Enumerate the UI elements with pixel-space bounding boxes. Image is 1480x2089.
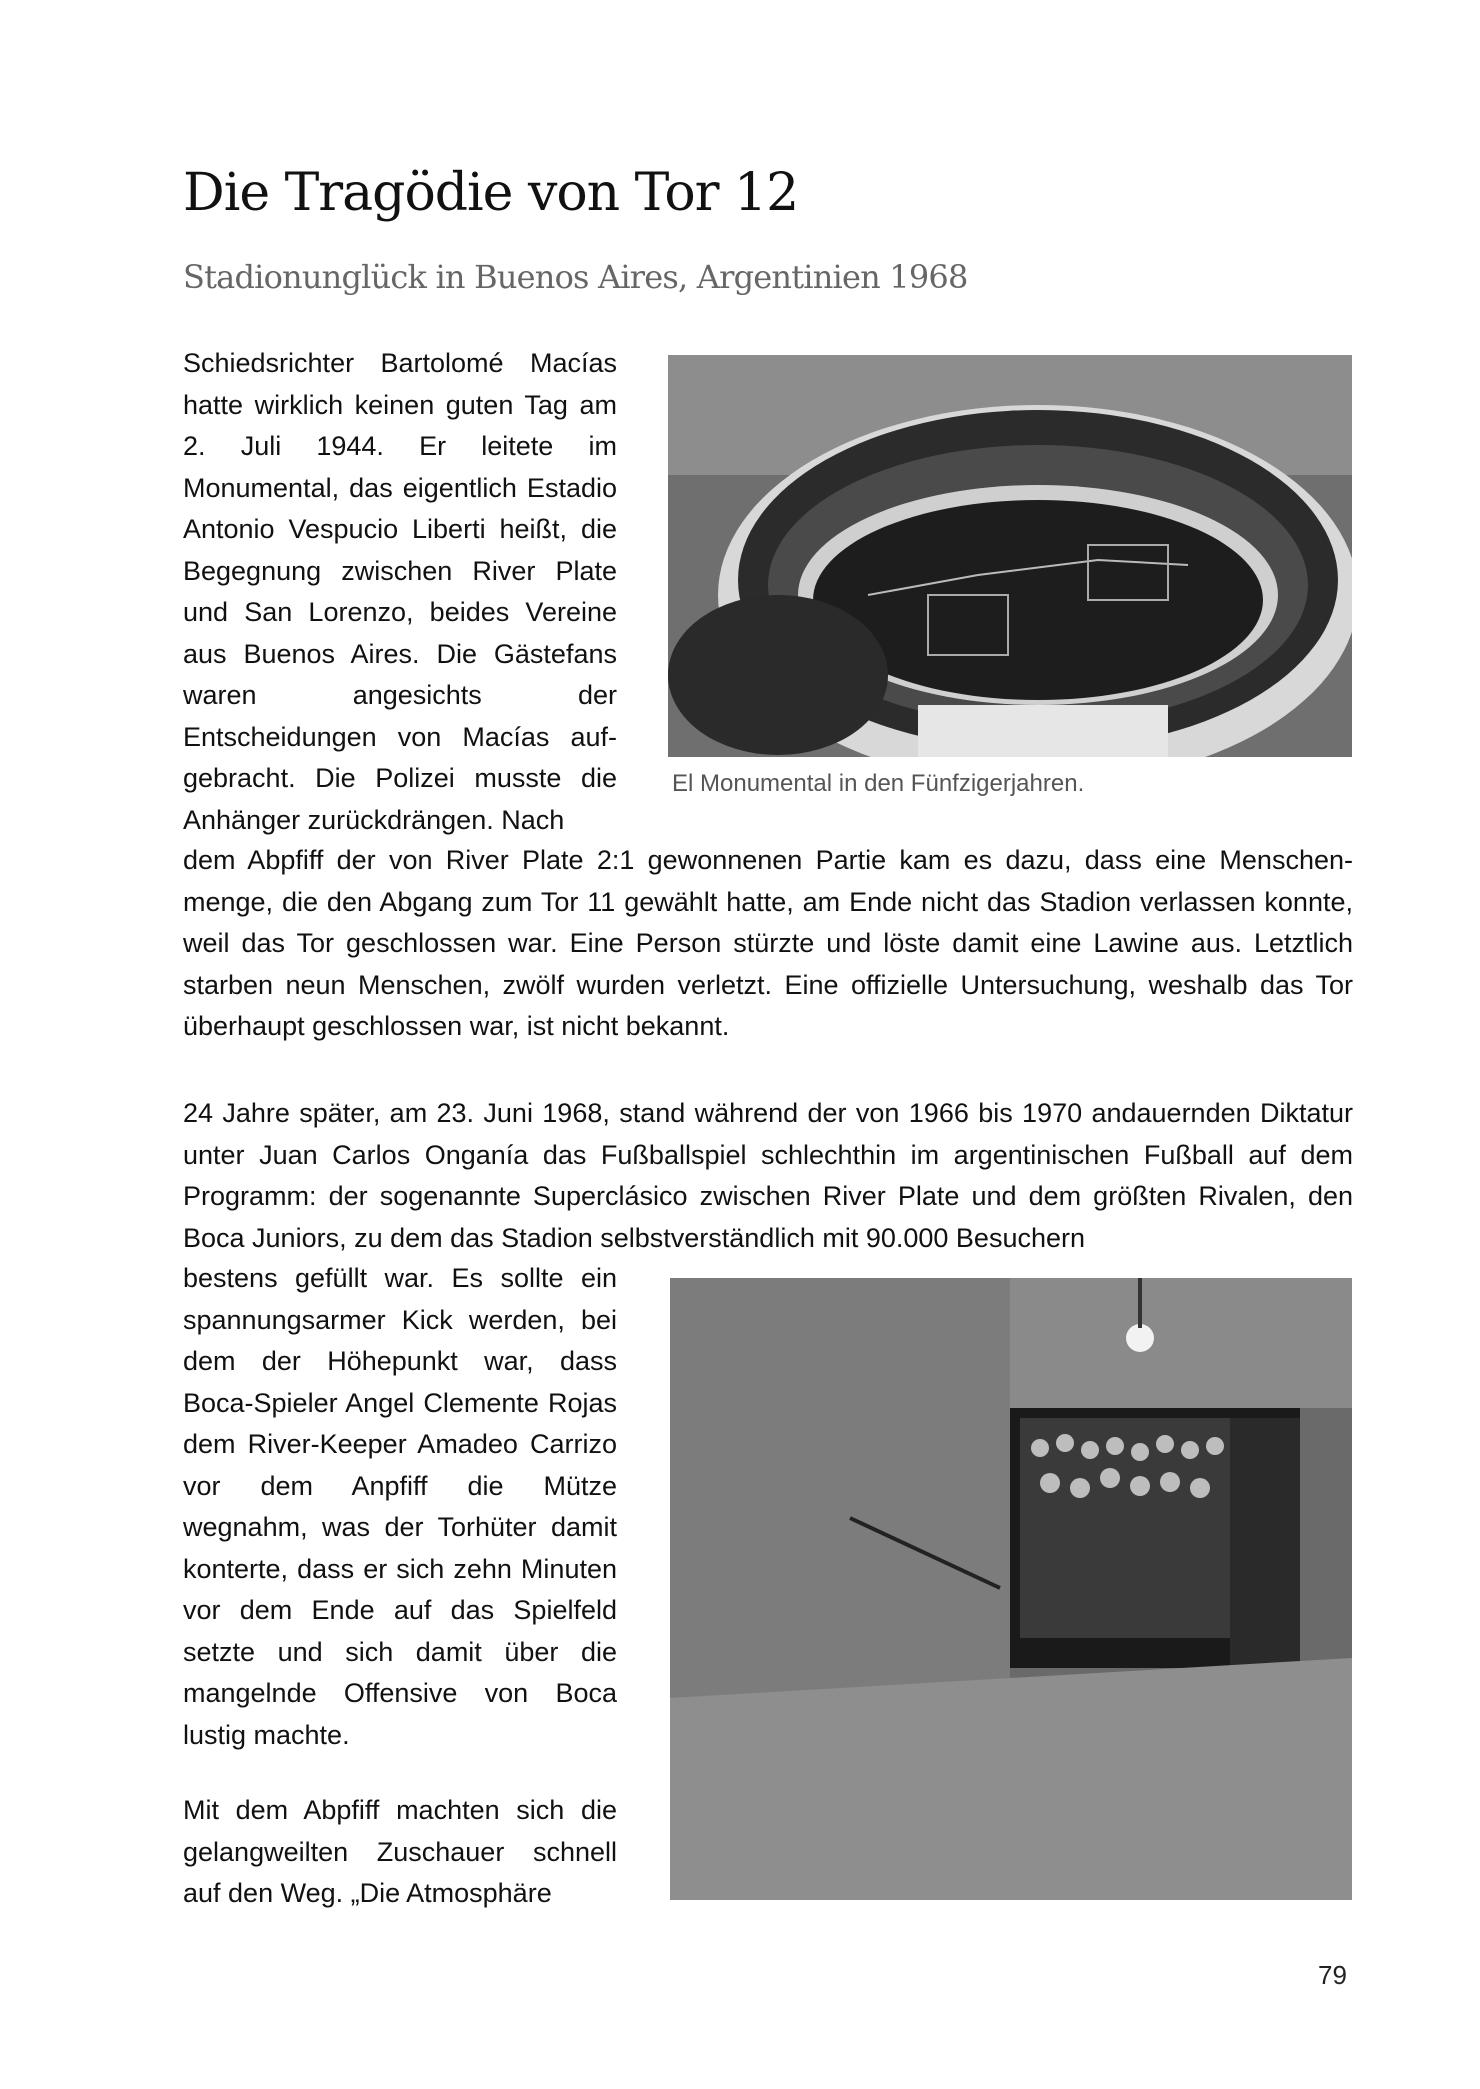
gate-photo-graphic bbox=[670, 1278, 1352, 1900]
paragraph-text: 24 Jahre später, am 23. Juni 1968, stand während der von 1966 bis 1970 andauernden Diktatur unter Juan Carlos Onganía das Fußballspiel schlechthin im argentinischen Fußball auf dem Programm: der sogenannte Superclásico zwischen River Plate und dem größten Rivalen, den Boca Juniors, zu dem das Stadion selbstverständlich mit 90.000 Besuchern bbox=[183, 1098, 1353, 1253]
stadium-photo-graphic bbox=[668, 355, 1352, 757]
paragraph-text: dem Abpfiff der von River Plate 2:1 gewonnenen Partie kam es dazu, dass eine Menschenmenge, die den Abgang zum Tor 11 gewählt hatte, am Ende nicht das Stadion verlassen konnte, weil das Tor geschlossen war. Eine Person stürzte und löste damit eine Lawine aus. Letztlich starben neun Menschen, zwölf wurden verletzt. Eine offizielle Untersuchung, weshalb das Tor überhaupt geschlossen war, ist nicht bekannt. bbox=[183, 845, 1353, 1041]
stadium-gate-photo bbox=[670, 1278, 1352, 1900]
paragraph-2-wrapped bbox=[183, 1258, 617, 1756]
paragraph-1-full bbox=[183, 840, 1353, 1048]
paragraph-1-wrapped bbox=[183, 343, 617, 841]
chapter-title: Die Tragödie von Tor 12 bbox=[183, 163, 799, 223]
stadium-aerial-photo bbox=[668, 355, 1352, 757]
paragraph-3-wrapped bbox=[183, 1790, 617, 1915]
paragraph-text: Schiedsrichter Bartolomé Macías hatte wirklich keinen guten Tag am 2. Juli 1944. Er leitete im Monumental, das eigentlich Estadio Antonio Vespucio Liberti heißt, die Begegnung zwischen River Plate und San Lorenzo, beides Vereine aus Buenos Aires. Die Gästefans waren angesichts der Entscheidungen von Macías aufgebracht. Die Polizei musste die Anhänger zurückdrängen. Nach bbox=[183, 348, 617, 835]
stadium-photo-caption: El Monumental in den Fünfzigerjahren. bbox=[672, 770, 1085, 797]
paragraph-2-full bbox=[183, 1093, 1353, 1259]
chapter-subtitle: Stadionunglück in Buenos Aires, Argentinien 1968 bbox=[183, 258, 968, 296]
paragraph-text: bestens gefüllt war. Es sollte ein spannungsarmer Kick werden, bei dem der Höhepunkt war, dass Boca-Spieler Angel Clemente Rojas dem River-Keeper Amadeo Carrizo vor dem Anpfiff die Mütze wegnahm, was der Torhüter damit konterte, dass er sich zehn Minuten vor dem Ende auf das Spielfeld setzte und sich damit über die mangelnde Offensive von Boca lustig machte. bbox=[183, 1263, 617, 1750]
paragraph-text: Mit dem Abpfiff machten sich die gelangweilten Zuschauer schnell auf den Weg. „Die Atmosphäre bbox=[183, 1795, 617, 1908]
page-number: 79 bbox=[1318, 1960, 1347, 1990]
